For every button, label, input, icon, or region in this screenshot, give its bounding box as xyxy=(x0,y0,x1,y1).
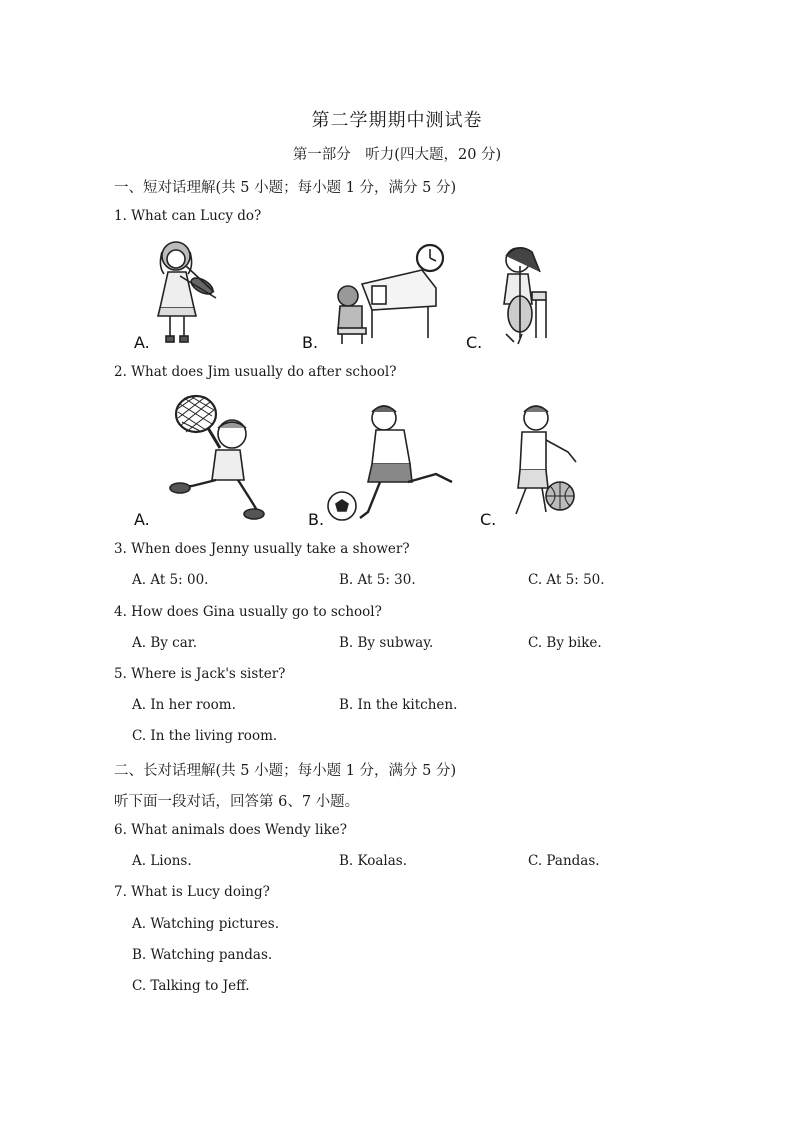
section-2-heading: 二、长对话理解(共 5 小题；每小题 1 分，满分 5 分) xyxy=(114,763,457,779)
question-6-text: 6. What animals does Wendy like? xyxy=(114,822,347,838)
question-3-text: 3. When does Jenny usually take a shower? xyxy=(114,541,410,557)
question-2-picture-a[interactable] xyxy=(166,392,270,524)
question-6-option-a[interactable]: A. Lions. xyxy=(132,853,192,869)
question-2-label-c: C. xyxy=(480,510,497,529)
question-5-option-c[interactable]: C. In the living room. xyxy=(132,728,278,744)
section-1-heading: 一、短对话理解(共 5 小题；每小题 1 分，满分 5 分) xyxy=(114,180,457,196)
question-1-text: 1. What can Lucy do? xyxy=(114,208,262,224)
question-2-label-a: A. xyxy=(134,510,150,529)
question-7-option-c[interactable]: C. Talking to Jeff. xyxy=(132,978,250,994)
question-7-option-a[interactable]: A. Watching pictures. xyxy=(132,916,280,932)
question-4-option-a[interactable]: A. By car. xyxy=(132,635,198,651)
question-5-option-a[interactable]: A. In her room. xyxy=(132,697,236,713)
question-4-option-c[interactable]: C. By bike. xyxy=(528,635,602,651)
question-1-picture-b[interactable] xyxy=(332,240,452,346)
question-6-option-b[interactable]: B. Koalas. xyxy=(339,853,407,869)
question-2-picture-b[interactable] xyxy=(326,402,460,526)
question-2-text: 2. What does Jim usually do after school? xyxy=(114,364,397,380)
question-1-label-a: A. xyxy=(134,333,150,352)
question-4-option-b[interactable]: B. By subway. xyxy=(339,635,434,651)
question-7-option-b[interactable]: B. Watching pandas. xyxy=(132,947,273,963)
question-1-picture-a[interactable] xyxy=(140,236,230,354)
page-title: 第二学期期中测试卷 xyxy=(311,110,483,131)
question-1-label-b: B. xyxy=(302,333,319,352)
section-2-instruction: 听下面一段对话，回答第 6、7 小题。 xyxy=(114,794,360,810)
question-1-label-c: C. xyxy=(466,333,483,352)
question-3-option-c[interactable]: C. At 5: 50. xyxy=(528,572,605,588)
question-6-option-c[interactable]: C. Pandas. xyxy=(528,853,600,869)
question-5-option-b[interactable]: B. In the kitchen. xyxy=(339,697,458,713)
question-3-option-b[interactable]: B. At 5: 30. xyxy=(339,572,416,588)
question-2-label-b: B. xyxy=(308,510,325,529)
question-5-text: 5. Where is Jack's sister? xyxy=(114,666,286,682)
question-2-picture-c[interactable] xyxy=(506,400,588,526)
question-7-text: 7. What is Lucy doing? xyxy=(114,884,270,900)
question-1-picture-c[interactable] xyxy=(492,242,556,348)
part-title: 第一部分 听力(四大题，20 分) xyxy=(292,147,502,163)
question-3-option-a[interactable]: A. At 5: 00. xyxy=(132,572,209,588)
question-4-text: 4. How does Gina usually go to school? xyxy=(114,604,382,620)
